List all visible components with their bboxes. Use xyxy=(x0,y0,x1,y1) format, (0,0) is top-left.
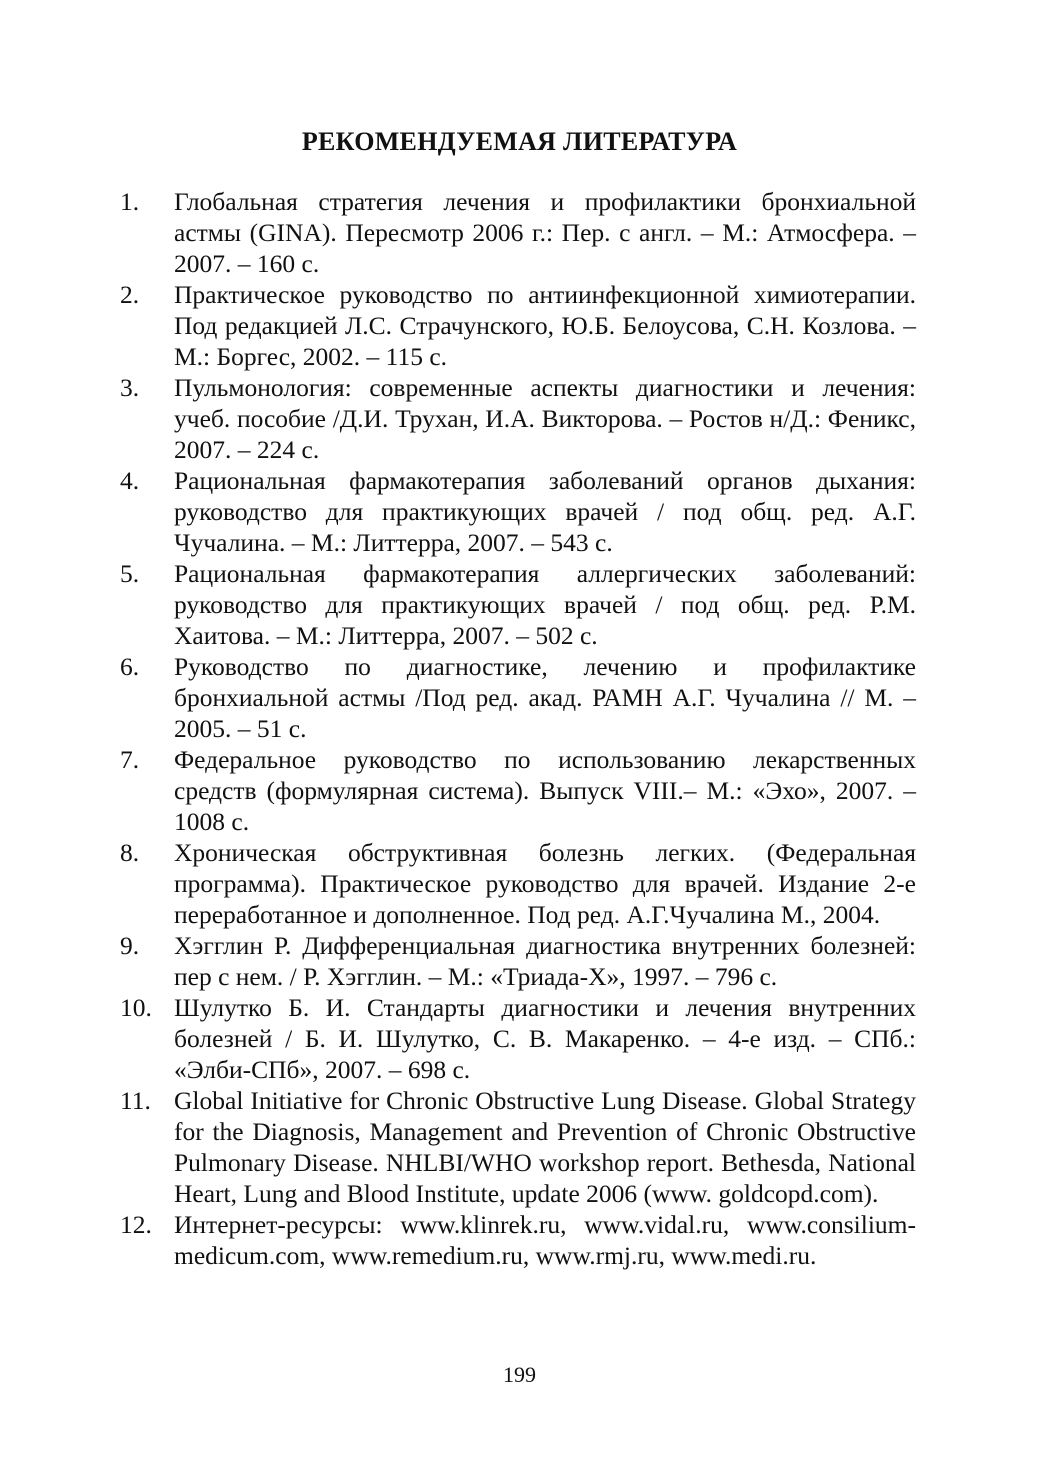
reference-text: Хроническая обструктивная болезнь легких. (Федеральная программа). Практическое руководство для врачей. Издание 2-е переработанное и дополненное. Под ред. А.Г.Чучалина М., 2004. xyxy=(174,838,916,929)
reference-number: 9. xyxy=(120,931,140,960)
reference-text: Федеральное руководство по использованию лекарственных средств (формулярная система). Выпуск VIII.– М.: «Эхо», 2007. – 1008 с. xyxy=(174,745,916,836)
reference-number: 1. xyxy=(120,187,140,216)
reference-item xyxy=(120,651,916,744)
reference-item xyxy=(120,186,916,279)
reference-text: Пульмонология: современные аспекты диагностики и лечения: учеб. пособие /Д.И. Трухан, И.А. Викторова. – Ростов н/Д.: Феникс, 2007. – 224 с. xyxy=(174,373,916,464)
reference-item xyxy=(120,279,916,372)
reference-text: Рациональная фармакотерапия аллергических заболеваний: руководство для практикующих врачей / под общ. ред. Р.М. Хаитова. – М.: Литтерра, 2007. – 502 с. xyxy=(174,559,916,650)
reference-number: 10. xyxy=(120,993,152,1022)
reference-number: 2. xyxy=(120,280,140,309)
reference-number: 5. xyxy=(120,559,140,588)
reference-text: Хэгглин Р. Дифференциальная диагностика внутренних болезней: пер с нем. / Р. Хэгглин. – М.: «Триада-Х», 1997. – 796 с. xyxy=(174,931,916,991)
page-title: РЕКОМЕНДУЕМАЯ ЛИТЕРАТУРА xyxy=(301,127,738,156)
reference-text: Шулутко Б. И. Стандарты диагностики и лечения внутренних болезней / Б. И. Шулутко, С. В. Макаренко. – 4-е изд. – СПб.: «Элби-СПб», 2007. – 698 с. xyxy=(174,993,916,1084)
reference-number: 3. xyxy=(120,373,140,402)
reference-number: 6. xyxy=(120,652,140,681)
reference-text: Global Initiative for Chronic Obstructive Lung Disease. Global Strategy for the Diagnosis, Management and Prevention of Chronic Obstructive Pulmonary Disease. NHLBI/WHO workshop report. Bethesda, National Heart, Lung and Blood Institute, update 2006 (www. goldcopd.com). xyxy=(174,1086,916,1208)
reference-list xyxy=(120,186,916,1271)
reference-text: Руководство по диагностике, лечению и профилактике бронхиальной астмы /Под ред. акад. РАМН А.Г. Чучалина // М. – 2005. – 51 с. xyxy=(174,652,916,743)
reference-number: 11. xyxy=(120,1086,151,1115)
reference-number: 4. xyxy=(120,466,140,495)
reference-item xyxy=(120,558,916,651)
reference-number: 8. xyxy=(120,838,140,867)
reference-item xyxy=(120,744,916,837)
reference-item xyxy=(120,1209,916,1271)
reference-item xyxy=(120,992,916,1085)
reference-text: Интернет-ресурсы: www.klinrek.ru, www.vidal.ru, www.consilium-medicum.com, www.remedium.ru, www.rmj.ru, www.medi.ru. xyxy=(174,1210,916,1270)
reference-number: 12. xyxy=(120,1210,152,1239)
reference-item xyxy=(120,837,916,930)
page-number: 199 xyxy=(503,1362,536,1387)
reference-text: Глобальная стратегия лечения и профилактики бронхиальной астмы (GINA). Пересмотр 2006 г.: Пер. с англ. – М.: Атмосфера. – 2007. – 160 с. xyxy=(174,187,916,278)
reference-number: 7. xyxy=(120,745,140,774)
reference-text: Практическое руководство по антиинфекционной химиотерапии. Под редакцией Л.С. Страчунского, Ю.Б. Белоусова, С.Н. Козлова. – М.: Боргес, 2002. – 115 с. xyxy=(174,280,916,371)
reference-item xyxy=(120,930,916,992)
reference-text: Рациональная фармакотерапия заболеваний органов дыхания: руководство для практикующих врачей / под общ. ред. А.Г. Чучалина. – М.: Литтерра, 2007. – 543 с. xyxy=(174,466,916,557)
reference-item xyxy=(120,372,916,465)
reference-item xyxy=(120,1085,916,1209)
reference-item xyxy=(120,465,916,558)
